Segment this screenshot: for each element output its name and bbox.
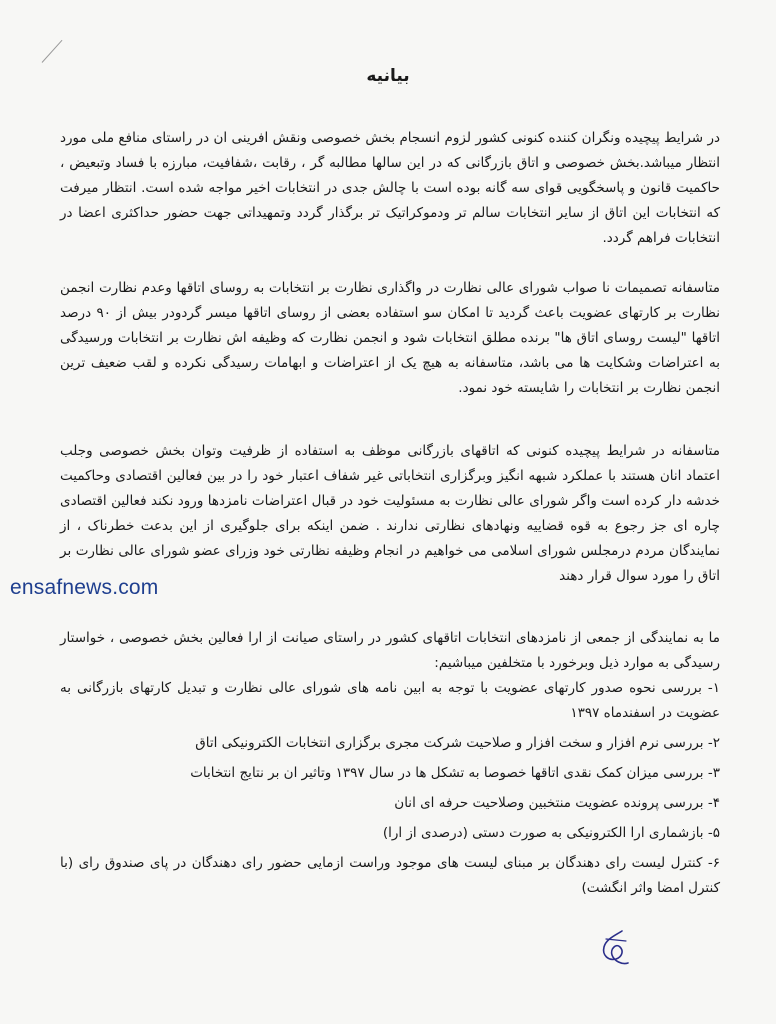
signature-image [592,925,638,971]
document-title: بیانیه [366,66,410,86]
list-item: ۲- بررسی نرم افزار و سخت افزار و صلاحیت شرکت مجری برگزاری انتخابات الکترونیکی اتاق [195,735,720,751]
list-item: ۴- بررسی پرونده عضویت منتخبین وصلاحیت حرفه ای انان [394,795,720,811]
paragraph-chambers: متاسفانه در شرایط پیچیده کنونی که اتاقهای بازرگانی موظف به استفاده از ظرفیت وتوان بخش خصوصی وجلب اعتماد انان هستند با عملکرد شبهه انگیز وبرگزاری انتخاباتی غیر شفاف اعتبار خود را در بین فعالین اقتصادی وحاکمیت خدشه دار کرده است واگر شورای عالی نظارت به مسئولیت خود در قبال اعتراضات نامزدها ورود نکند فعالین اقتصادی چاره ای جز رجوع به قوه قضاییه ونهادهای نظارتی ندارند . ضمن اینکه برای جلوگیری از این بدعت خطرناک ، از نمایندگان مردم درمجلس شورای اسلامی می خواهیم در انجام وظیفه نظارتی خود وزرای عضو شورای عالی نظارت بر اتاق را مورد سوال قرار دهند [60,442,720,584]
list-item: ۵- بازشماری ارا الکترونیکی به صورت دستی (درصدی از ارا) [382,825,720,841]
list-item: ۱- بررسی نحوه صدور کارتهای عضویت با توجه به ابین نامه های شورای عالی نظارت و تبدیل کارتهای بازرگانی به عضویت در اسفندماه ۱۳۹۷ [60,680,720,721]
demands-list [60,676,720,906]
paragraph-request: ما به نمایندگی از جمعی از نامزدهای انتخابات اتاقهای کشور در راستای صیانت از ارا فعالین بخش خصوصی ، خواستار رسیدگی به موارد ذیل وبرخورد با متخلفین میباشیم: [60,629,720,671]
pen-mark [42,40,63,63]
site-watermark: ensafnews.com [10,576,159,599]
list-item: ۶- کنترل لیست رای دهندگان بر مبنای لیست های موجود وراست ازمایی حضور رای دهندگان در پای صندوق رای (با کنترل امضا واثر انگشت) [60,855,720,896]
paragraph-oversight: متاسفانه تصمیمات نا صواب شورای عالی نظارت در واگذاری نظارت بر انتخابات به روسای اتاقها وعدم نظارت انجمن نظارت بر کارتهای عضویت باعث گردید تا امکان سو استفاده بعضی از روسای اتاقها میسر گردودر بیش از ۹۰ درصد اتاقها "لیست روسای اتاق ها" برنده مطلق انتخابات شود و انجمن نظارت که وظیفه اش نظارت بر انتخابات ورسیدگی به اعتراضات وشکایت ها می باشد، متاسفانه به هیچ یک از اعتراضات و ابهامات رسیدگی نکرده و لقب ضعیف ترین انجمن نظارت بر انتخابات را شایسته خود نمود. [60,279,721,396]
paragraph-intro: در شرایط پیچیده ونگران کننده کنونی کشور لزوم انسجام بخش خصوصی ونقش افرینی ان در راستای منافع ملی مورد انتظار میباشد.بخش خصوصی و اتاق بازرگانی که در این سالها مطالبه گر ، رقابت ،شفافیت، مبارزه با فساد وتبعیض ، حاکمیت قانون و پاسخگویی قوای سه گانه بوده است با چالش جدی در انتخابات اخیر مواجه شده است. انتظار میرفت که انتخابات این اتاق از سایر انتخابات سالم تر ودموکراتیک تر برگذار گردد وتمهیداتی جهت حضور حداکثری اعضا در انتخابات فراهم گردد. [60,129,720,246]
list-item: ۳- بررسی میزان کمک نقدی اتاقها خصوصا به تشکل ها در سال ۱۳۹۷ وتاثیر ان بر نتایج انتخابات [190,765,720,781]
